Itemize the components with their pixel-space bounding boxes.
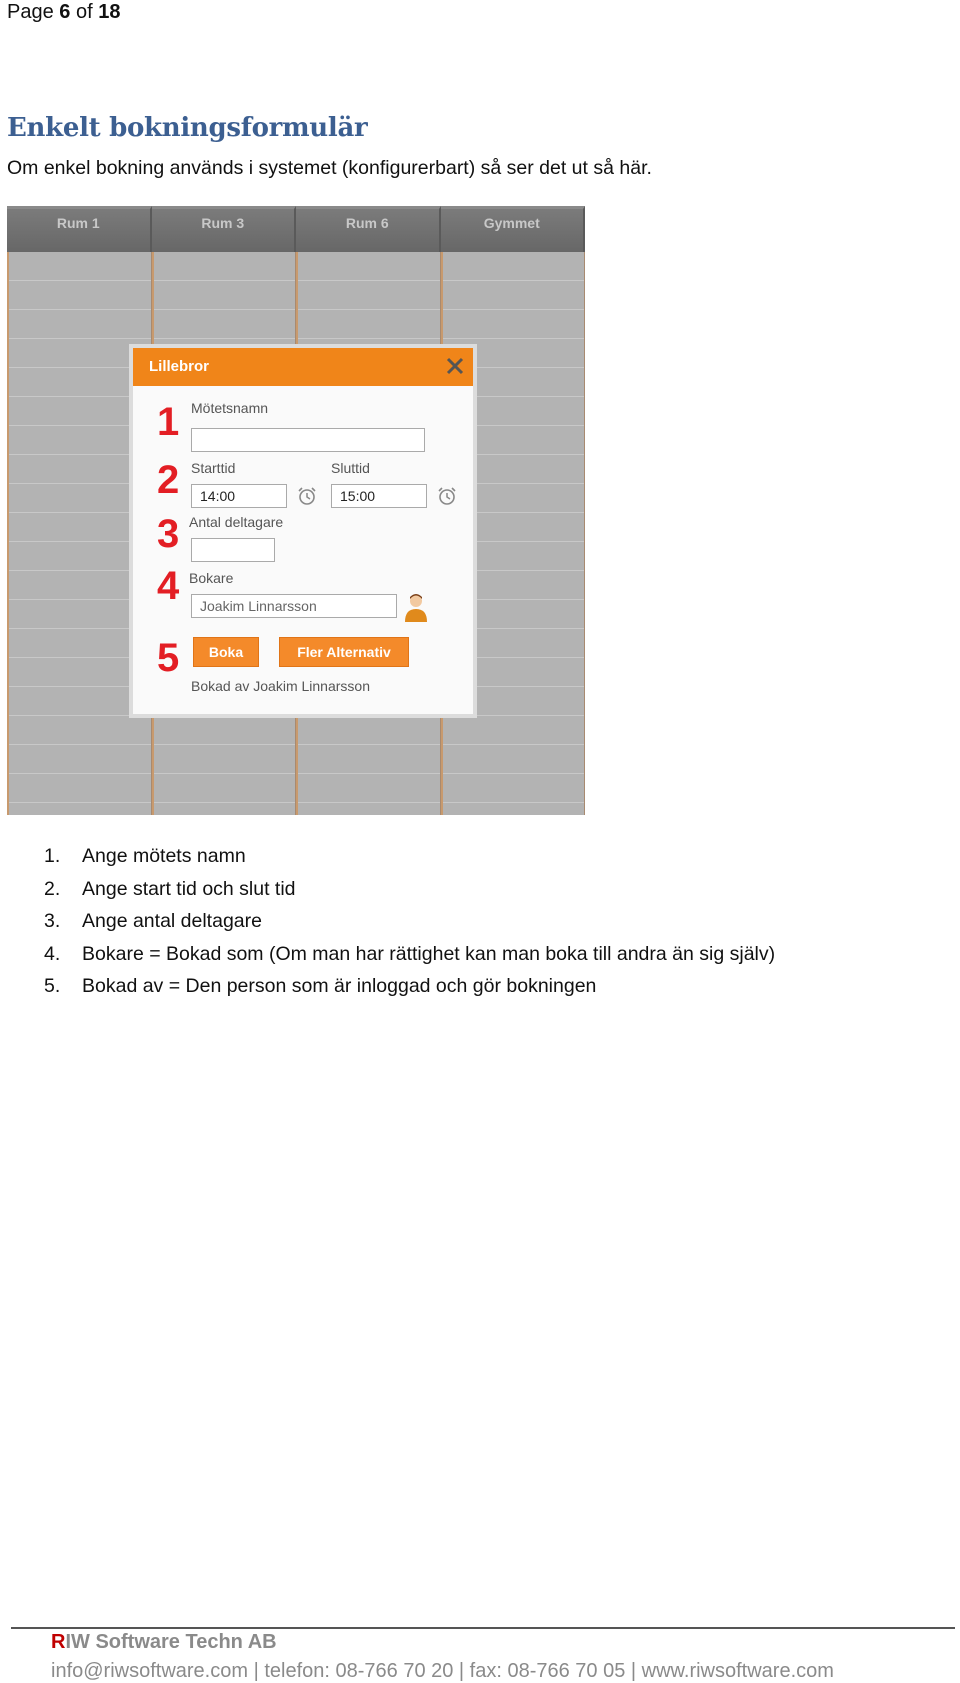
list-text: Ange antal deltagare [82,910,262,932]
meeting-name-input[interactable] [191,428,425,452]
step-number-1: 1 [157,400,180,444]
dialog-title: Lillebror [133,348,473,386]
person-icon[interactable] [403,592,429,622]
company-name-rest: IW Software Techn AB [65,1631,277,1653]
instruction-list [44,840,775,1003]
list-text: Bokad av = Den person som är inloggad och gör bokningen [82,975,597,997]
company-name [51,1630,277,1654]
page-of: of [75,1,93,23]
section-heading: Enkelt bokningsformulär [7,113,368,143]
contact-info: info@riwsoftware.com | telefon: 08-766 70 20 | fax: 08-766 70 05 | www.riwsoftware.com [51,1660,834,1682]
booker-label: Bokare [189,570,234,586]
end-time-label: Sluttid [331,460,370,476]
end-time-input[interactable] [331,484,427,508]
step-number-5: 5 [157,636,180,680]
room-column-header: Rum 1 [7,206,152,252]
list-text: Bokare = Bokad som (Om man har rättighet kan man boka till andra än sig själv) [82,942,776,965]
list-item [44,905,775,938]
booking-dialog [129,344,477,718]
book-button[interactable]: Boka [193,637,259,667]
page-prefix: Page [7,1,54,23]
list-item [44,840,775,873]
alarm-clock-icon[interactable] [437,486,457,506]
close-icon[interactable] [443,354,467,378]
list-item [44,873,775,906]
step-number-3: 3 [157,512,180,556]
booking-screenshot [7,206,585,815]
list-number: 1. [44,845,61,867]
page-total: 18 [98,1,121,23]
list-number: 2. [44,877,61,900]
participants-input[interactable] [191,538,275,562]
page-current: 6 [59,1,71,23]
room-header [7,206,585,252]
list-number: 3. [44,910,61,932]
room-column-header: Gymmet [441,206,586,252]
room-column-header: Rum 6 [296,206,441,252]
meeting-name-label: Mötetsnamn [191,400,269,416]
participants-label: Antal deltagare [189,514,284,530]
booked-by-text: Bokad av Joakim Linnarsson [191,678,370,694]
list-item [44,970,775,1003]
intro-text: Om enkel bokning används i systemet (konfigurerbart) så ser det ut så här. [7,157,652,179]
start-time-input[interactable] [191,484,287,508]
page-number [7,0,120,24]
list-text: Ange start tid och slut tid [82,877,296,900]
footer-divider [11,1627,955,1629]
alarm-clock-icon[interactable] [297,486,317,506]
booker-input[interactable] [191,594,397,618]
step-number-4: 4 [157,564,180,608]
room-column-header: Rum 3 [152,206,297,252]
step-number-2: 2 [157,458,180,502]
list-text: Ange mötets namn [82,845,246,867]
start-time-label: Starttid [191,460,236,476]
more-options-button[interactable]: Fler Alternativ [279,637,409,667]
list-number: 4. [44,942,61,965]
list-item [44,938,775,971]
company-initial: R [51,1631,66,1653]
list-number: 5. [44,975,61,997]
